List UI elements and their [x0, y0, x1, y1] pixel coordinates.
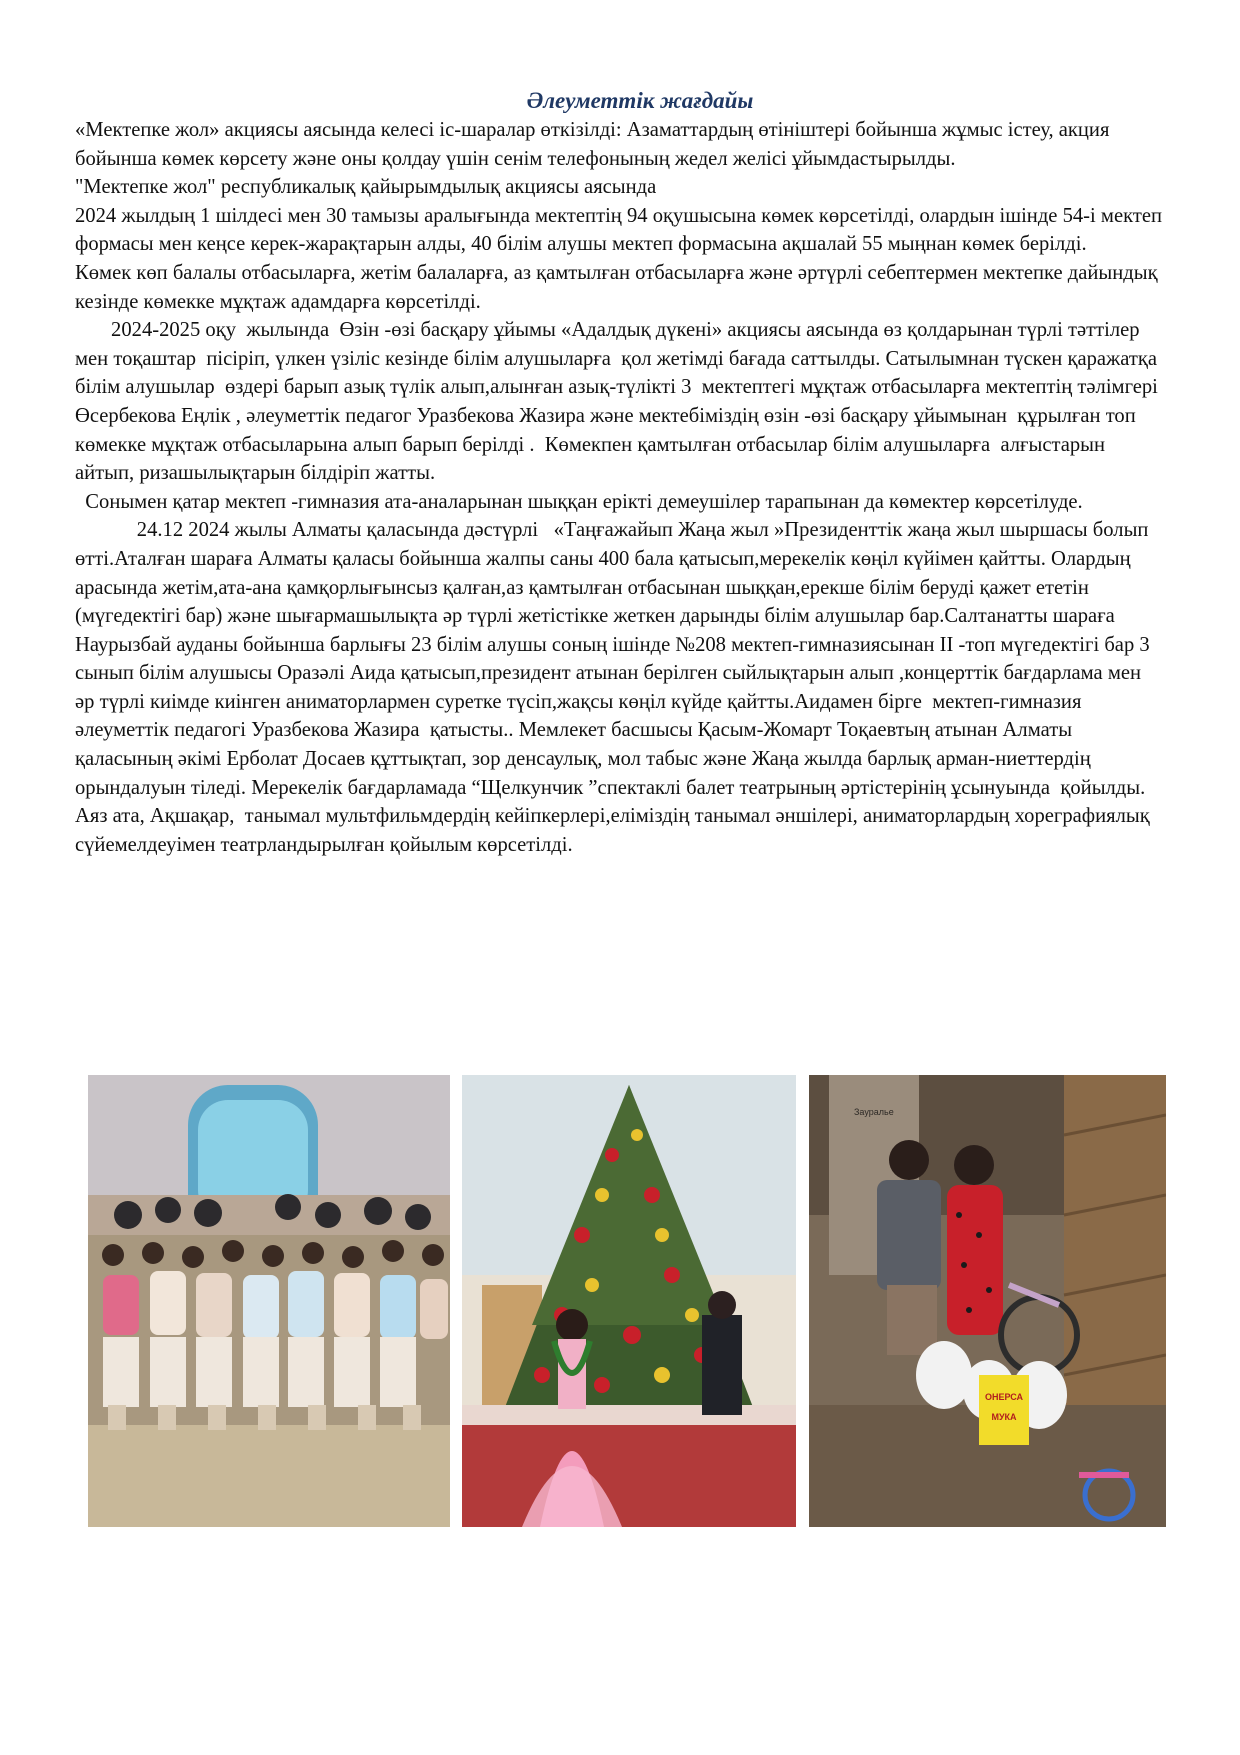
- paragraph-sponsors: Сонымен қатар мектеп -гимназия ата-аналарынан шыққан ерікті демеушілер тарапынан да көмектер көрсетілуде.: [75, 490, 1083, 513]
- bag-text: ОНЕРСА: [984, 1392, 1024, 1402]
- photo-children-backpacks: [88, 1075, 450, 1527]
- paragraph-help-recipients: Көмек көп балалы отбасыларға, жетім балаларға, аз қамтылған отбасыларға және әртүрлі себептермен мектепке дайындық кезінде көмекке мұқтаж адамдарға көрсетілді.: [75, 261, 1158, 313]
- photo-gallery: [88, 1075, 1168, 1527]
- paragraph-help-stats: 2024 жылдың 1 шілдесі мен 30 тамызы аралығында мектептің 94 оқушысына көмек көрсетілді, олардын ішінде 54-і мектеп формасы мен кеңсе керек-жарақтарын алды, 40 білім алушы мектеп формасына ақшалай 55 мыңнан көмек берілді.: [75, 204, 1162, 256]
- sign-text: Зауралье: [854, 1107, 894, 1117]
- paragraph-intro: «Мектепке жол» акциясы аясында келесі іс-шаралар өткізілді: Азаматтардың өтініштері бойынша жұмыс істеу, акция бойынша көмек көрсету және оны қолдау үшін сенім телефонының жедел желісі ұйымдастырылды.: [75, 119, 1110, 170]
- photo-family-help: [809, 1075, 1166, 1527]
- bag-subtext: МУКА: [991, 1412, 1017, 1422]
- photo-christmas-tree: [462, 1075, 796, 1527]
- paragraph-campaign: "Мектепке жол" республикалық қайырымдылық акциясы аясында: [75, 176, 657, 199]
- paragraph-honesty-shop: 2024-2025 оқу жылында Өзін -өзі басқару ұйымы «Адалдық дүкені» акциясы аясында өз қолдарынан түрлі тәттілер мен тоқаштар пісіріп, үлкен үзіліс кезінде білім алушыларға қол жетімді бағада саттылды. Сатылымнан түскен қаражатқа білім алушылар өздері барып азық түлік алып,алынған азық-түлікті 3 мектептегі мұқтаж отбасыларға мектептің тәлімгері Өсербекова Еңлік , әлеуметтік педагог Уразбекова Жазира және мектебіміздің өзін -өзі басқару ұйымынан құрылған топ көмекке мұқтаж отбасыларына алып барып берілді . Көмекпен қамтылған отбасылар білім алушыларға алғыстарын айтып, ризашылықтарын білдіріп жатты.: [75, 319, 1164, 485]
- document-body: [75, 88, 1165, 859]
- page-title: Әлеуметтік жағдайы: [526, 88, 754, 113]
- paragraph-new-year: 24.12 2024 жылы Алматы қаласында дәстүрлі «Таңғажайып Жаңа жыл »Президенттік жаңа жыл шыршасы болып өтті.Аталған шараға Алматы қаласы бойынша жалпы саны 400 бала қатысып,мерекелік көңіл күйімен қайтты. Олардың арасында жетім,ата-ана қамқорлығынсыз қалған,аз қамтылған отбасынан шыққан,ерекше білім беруді қажет ететін (мүгедектігі бар) және шығармашылықта әр түрлі жетістікке жеткен дарынды білім алушылар бар.Салтанатты шараға Наурызбай ауданы бойынша барлығы 23 білім алушы соның ішінде №208 мектеп-гимназиясынан ІІ -топ мүгедектігі бар 3 сынып білім алушысы Оразәлі Аида қатысып,президент атынан берілген сыйлықтарын алып ,концерттік бағдарлама мен әр түрлі киімде киінген аниматорлармен суретке түсіп,жақсы көңіл күйде қайтты.Аидамен бірге мектеп-гимназия әлеуметтік педагогі Уразбекова Жазира қатысты.. Мемлекет басшысы Қасым-Жомарт Тоқаевтың атынан Алматы қаласының әкімі Ерболат Досаев құттықтап, зор денсаулық, мол табыс және Жаңа жылда барлық арман-ниеттердің орындалуын тіледі. Мерекелік бағдарламада “Щелкунчик ”спектаклі балет театрының әртістерінің ұсынуында қойылды. Аяз ата, Ақшақар, танымал мультфильмдердің кейіпкерлері,еліміздің танымал әншілері, аниматорлардың хореграфиялық сүйемелдеуімен театрландырылған қойылым көрсетілді.: [75, 519, 1155, 856]
